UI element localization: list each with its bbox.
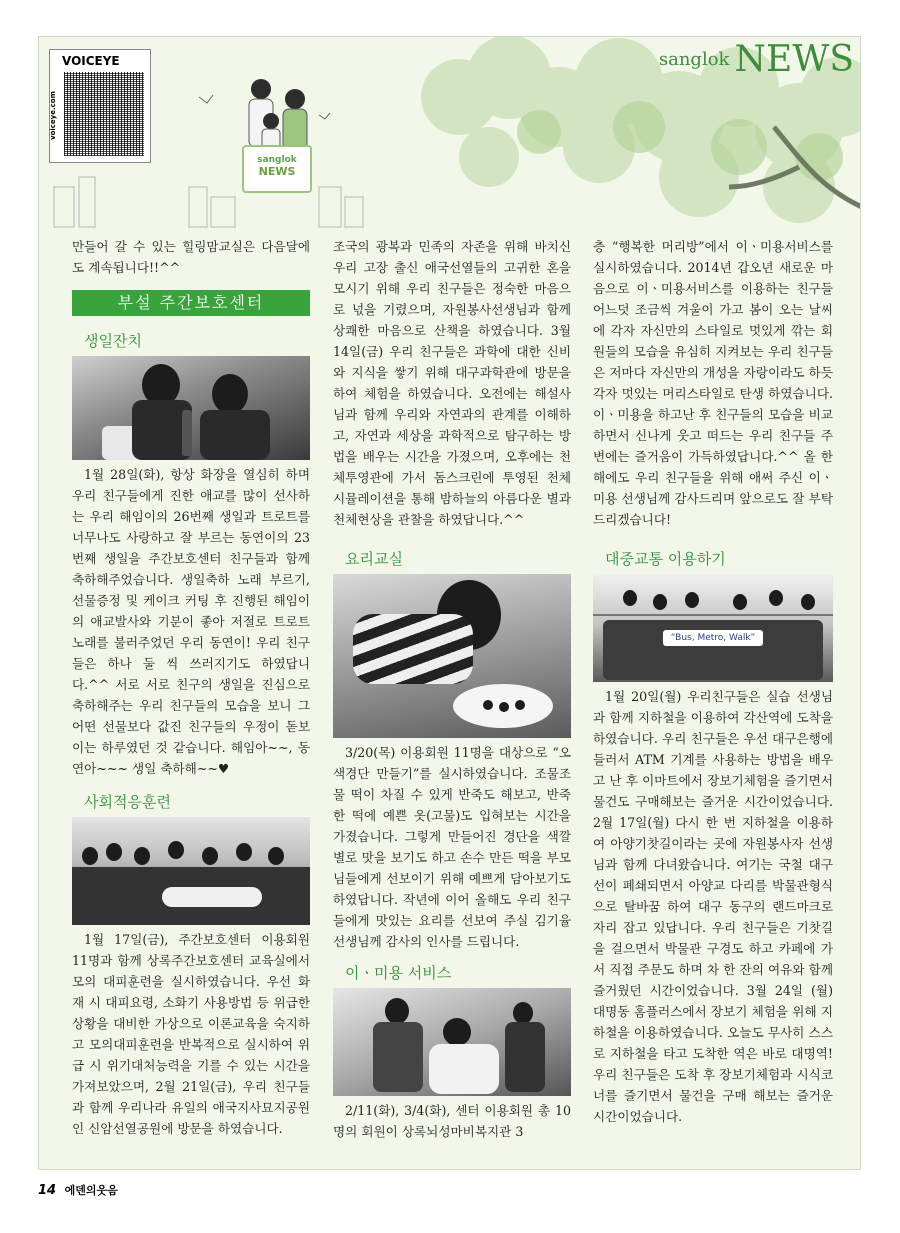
training-text: 1월 17일(금), 주간보호센터 이용회원 11명과 함께 상록주간보호센터 교육실에서 모의 대피훈련을 실시하였습니다. 우선 화재 시 대피요령, 소화기 사용방법 등 위급한 상황을 대비한 가상으로 이론교육을 숙지하고 모의대피훈련을 반복적으로 실시하여 위급 시 위기대처능력을 기를 수 있는 시간을 가져보았으며, 2월 21일(금), 우리 친구들과 함께 우리나라 유일의 애국지사묘지공원인 신암선열공원에 방문을 하였습니다. <box>72 932 310 1136</box>
birthday-text: 1월 28일(화), 항상 화장을 열심히 하며 우리 친구들에게 진한 애교를 많이 선사하는 우리 해임이의 26번째 생일과 트로트를 너무나도 사랑하고 잘 부르는 동연이의 23번째 생일을 주간보호센터 친구들과 함께 축하해주었습니다. 생일축하 노래 부르기, 선물증정 및 케이크 커팅 후 진행된 해임이의 애교발사와 기분이 좋아 저절로 트로트 노래를 불러주었던 우리 동연이! 우리 친구들은 하나 둘 씩 쓰러지기도 하였답니다.^^ 서로 서로 친구의 생일을 진심으로 축하해주는 우리 친구들의 모습을 보니 그 어떤 선물보다 값진 친구들의 우정이 돋보이는 하루였던 것 같습니다. 해임아~~, 동연아~~~ 생일 축하해~~♥ <box>72 467 310 776</box>
training-photo <box>72 817 310 925</box>
col3-intro: 층 “행복한 머리방”에서 이ㆍ미용서비스를 실시하였습니다. 2014년 갑오년 새로운 마음으로 이ㆍ미용서비스를 이용하는 친구들 어느덧 조금씩 겨울이 가고 봄이 오는 날씨에 각자 자신만의 스타일로 멋있게 깎는 회원들의 모습을 유심히 지켜보는 우리 친구들은 저마다 자신만의 개성을 자랑이라도 하듯 각자 멋있는 머리스타일로 탄생 하였습니다. 이ㆍ미용을 하고난 후 친구들의 모습을 비교하면서 신나게 웃고 떠드는 우리 친구들 주변에는 즐거움이 가득하였답니다.^^ 올 한해에도 우리 친구들을 위해 애써 주신 이ㆍ미용 선생님께 감사드리며 앞으로도 잘 부탁드리겠습니다! <box>593 239 833 527</box>
transit-photo-banner: “Bus, Metro, Walk” <box>663 630 763 646</box>
news-sign-line1: sanglok <box>257 155 297 165</box>
right-rule <box>860 36 861 1170</box>
section-title <box>659 39 854 80</box>
section-title-big: NEWS <box>734 39 854 80</box>
transit-heading: 대중교통 이용하기 <box>605 550 726 568</box>
beauty-photo <box>333 988 571 1096</box>
birthday-heading: 생일잔치 <box>84 332 142 350</box>
cooking-text: 3/20(목) 이용회원 11명을 대상으로 “오색경단 만들기”를 실시하였습니다. 조물조물 떡이 차질 수 있게 반죽도 해보고, 반죽한 떡에 예쁜 옷(고물)도 입혀보는 시간을 가졌습니다. 그렇게 만들어진 경단을 색깔별로 맛을 보기도 하고 손수 만든 떡을 부모님들에게 선보이기 위해 예쁘게 담아보기도 하였답니다. 작년에 이어 올해도 우리 친구들에게 맛있는 요리를 선보여 주실 김기율 선생님께 감사의 인사를 드립니다. <box>333 745 571 949</box>
news-sign-line2: NEWS <box>258 165 296 178</box>
column-3 <box>593 236 833 1127</box>
voiceye-url: voiceye.com <box>49 91 57 141</box>
col1-intro: 만들어 갈 수 있는 힐링맘교실은 다음달에도 계속됩니다!!^^ <box>72 239 310 275</box>
section-title-small: sanglok <box>658 49 730 70</box>
column-1 <box>72 236 310 1139</box>
cooking-heading: 요리교실 <box>345 550 403 568</box>
cooking-photo <box>333 574 571 738</box>
training-heading: 사회적응훈련 <box>84 793 171 811</box>
voiceye-logo: VOICEYE <box>62 54 120 68</box>
col2-intro: 조국의 광복과 민족의 자존을 위해 바치신 우리 고장 출신 애국선열들의 고귀한 혼을 모시기 위해 우리 친구들은 정숙한 마음으로 넋을 기렸으며, 자원봉사선생님과 함께 상쾌한 마음으로 산책을 하였습니다. 3월 14일(금) 우리 친구들은 과학에 대한 신비와 지식을 쌓기 위해 대구과학관에 방문을 하여 체험을 하였습니다. 오전에는 해설사님과 함께 우리와 자연과의 관계를 이해하고, 자연과 세상을 과학적으로 탐구하는 방법을 배우는 시간을 가졌으며, 오후에는 천체투영관에 가서 돔스크린에 투영된 천체 시뮬레이션을 통해 밤하늘의 아름다운 별과 천체현상을 관찰을 하였답니다.^^ <box>333 239 571 527</box>
section-banner: 부설 주간보호센터 <box>72 290 310 316</box>
page-number: 14 <box>38 1183 57 1198</box>
news-sign <box>242 145 312 193</box>
transit-photo <box>593 574 833 682</box>
magazine-name: 에덴의웃음 <box>64 1184 118 1197</box>
beauty-text: 2/11(화), 3/4(화), 센터 이용회원 총 10명의 회원이 상록뇌성마비복지관 3 <box>333 1103 571 1139</box>
transit-text: 1월 20일(월) 우리친구들은 실습 선생님과 함께 지하철을 이용하여 각산역에 도착을 하였습니다. 우리 친구들은 우선 대구은행에 들러서 ATM 기계를 사용하는 방법을 배우고 난 후 이마트에서 장보기체험을 즐기면서 물건도 구매해보는 즐거운 시간이었습니다. 2월 17일(월) 다시 한 번 지하철을 이용하여 아양기찻길이라는 곳에 자원봉사자 선생님과 함께 다녀왔습니다. 여기는 국철 대구선이 폐쇄되면서 아양교 다리를 박물관형식으로 탈바꿈 하여 대구 동구의 랜드마크로 자리 잡고 있답니다. 우리 친구들은 기찻길을 걸으면서 박물관 구경도 하고 카페에 가서 직접 주문도 하며 차 한 잔의 여유와 함께 즐거웠던 시간이었습니다. 3월 24일 (월) 대명동 홈플러스에서 장보기 체험을 위해 지하철을 이용하였습니다. 오늘도 무사히 스스로 지하철을 타고 도착한 역은 바로 대명역! 우리 친구들은 도착 후 장보기체험과 시식코너를 즐기면서 물건을 구매 해보는 즐거운 시간이었습니다. <box>593 689 833 1124</box>
voiceye-code <box>49 49 151 163</box>
page-footer <box>38 1182 118 1198</box>
column-2 <box>333 236 571 1142</box>
birthday-photo <box>72 356 310 460</box>
voiceye-pattern <box>64 72 144 156</box>
beauty-heading: 이ㆍ미용 서비스 <box>345 964 452 982</box>
